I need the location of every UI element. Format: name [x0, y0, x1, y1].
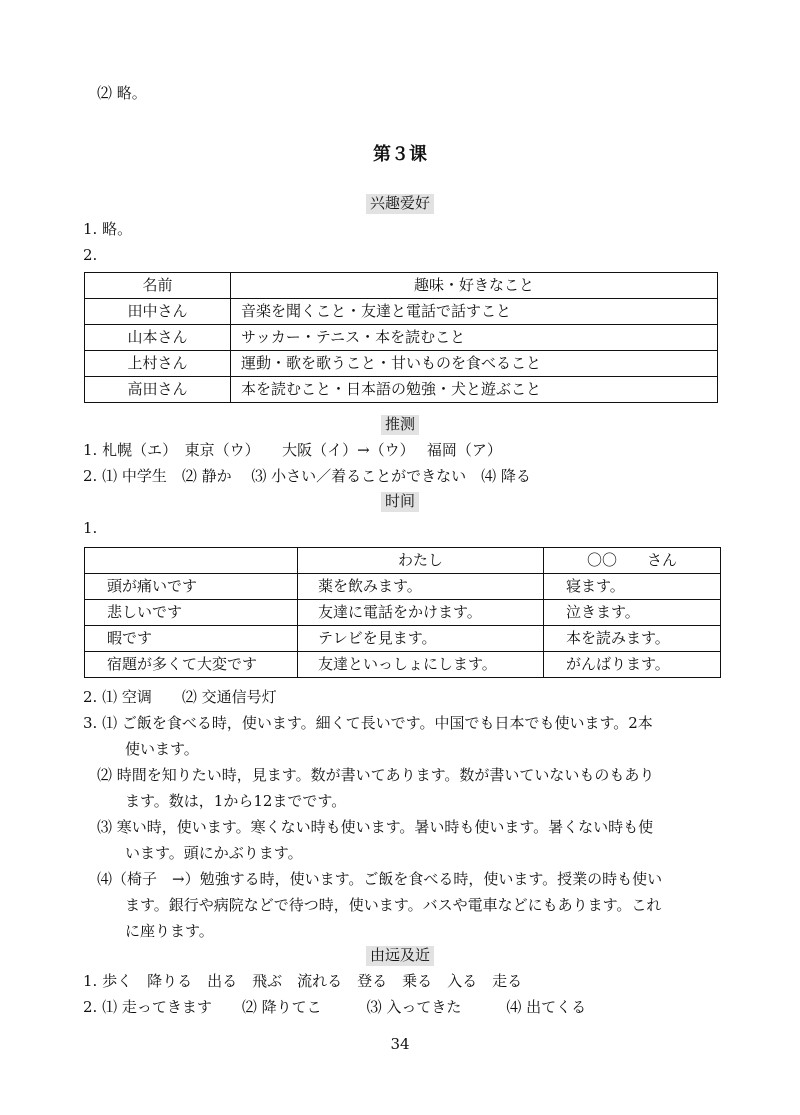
sec1-item2: 2.	[83, 246, 98, 264]
sec3-item3-line: ⑷（椅子 →）勉強する時，使います。ご飯を食べる時，使います。授業の時も使い	[97, 870, 663, 888]
table-cell: 本を読みます。	[544, 626, 721, 652]
table-cell: 寝ます。	[544, 574, 721, 600]
table-cell: 音楽を聞くこと・友達と電話で話すこと	[231, 299, 718, 325]
section-heading-inference	[0, 415, 800, 435]
table-header-cell: 〇〇 さん	[544, 548, 721, 574]
sec3-item3-line: 使います。	[125, 740, 199, 758]
table-header-row	[85, 273, 718, 299]
section-heading-text: 时间	[381, 492, 419, 512]
table-cell: 頭が痛いです	[85, 574, 298, 600]
time-table	[84, 547, 721, 678]
section-heading-text: 兴趣爱好	[366, 194, 434, 214]
table-cell: 田中さん	[85, 299, 231, 325]
table-cell: 薬を飲みます。	[298, 574, 544, 600]
table-cell: 宿題が多くて大変です	[85, 652, 298, 678]
sec3-item3-line: います。頭にかぶります。	[125, 844, 303, 862]
section-heading-interests	[0, 194, 800, 214]
table-row	[85, 626, 721, 652]
table-cell: 泣きます。	[544, 600, 721, 626]
table-cell: 山本さん	[85, 325, 231, 351]
section-heading-time	[0, 492, 800, 512]
sec1-item1: 1. 略。	[83, 220, 133, 238]
table-cell: 友達といっしょにします。	[298, 652, 544, 678]
table-cell: 高田さん	[85, 377, 231, 403]
table-row	[85, 652, 721, 678]
page-number: 34	[390, 1035, 410, 1053]
section-heading-approach	[0, 946, 800, 966]
table-cell: サッカー・テニス・本を読むこと	[231, 325, 718, 351]
lesson-title: 第３课	[373, 144, 427, 165]
table-cell: テレビを見ます。	[298, 626, 544, 652]
table-header-cell: 名前	[85, 273, 231, 299]
table-row	[85, 299, 718, 325]
table-row	[85, 574, 721, 600]
table-cell: 暇です	[85, 626, 298, 652]
table-row	[85, 325, 718, 351]
sec3-item3-line: ⑶ 寒い時，使います。寒くない時も使います。暑い時も使います。暑くない時も使	[97, 818, 654, 836]
sec3-item3-line: ます。数は，1から12までです。	[125, 792, 347, 810]
table-header-cell: 趣味・好きなこと	[231, 273, 718, 299]
sec3-item3-line: 3. ⑴ ご飯を食べる時，使います。細くて長いです。中国でも日本でも使います。2本	[83, 714, 653, 732]
sec3-item1: 1.	[83, 519, 98, 537]
sec3-item3-line: に座ります。	[125, 922, 214, 940]
sec3-item3-line: ⑵ 時間を知りたい時，見ます。数が書いてあります。数が書いていないものもあり	[97, 766, 655, 784]
sec3-item3-line: ます。銀行や病院などで待つ時，使います。バスや電車などにもあります。これ	[125, 896, 662, 914]
table-row	[85, 600, 721, 626]
table-cell: 上村さん	[85, 351, 231, 377]
table-row	[85, 377, 718, 403]
table-cell: 運動・歌を歌うこと・甘いものを食べること	[231, 351, 718, 377]
table-cell: がんばります。	[544, 652, 721, 678]
section-heading-text: 由远及近	[366, 946, 434, 966]
table-cell: 本を読むこと・日本語の勉強・犬と遊ぶこと	[231, 377, 718, 403]
table-header-cell	[85, 548, 298, 574]
sec2-line1: 1. 札幌（エ） 東京（ウ） 大阪（イ）→（ウ） 福岡（ア）	[83, 441, 502, 459]
table-cell: 友達に電話をかけます。	[298, 600, 544, 626]
table-header-cell: わたし	[298, 548, 544, 574]
top-line: ⑵ 略。	[97, 84, 147, 102]
sec3-item2: 2. ⑴ 空调 ⑵ 交通信号灯	[83, 688, 277, 706]
table-header-row	[85, 548, 721, 574]
table-row	[85, 351, 718, 377]
sec4-line1: 1. 歩く 降りる 出る 飛ぶ 流れる 登る 乗る 入る 走る	[83, 972, 523, 990]
section-heading-text: 推测	[381, 415, 419, 435]
hobbies-table	[84, 272, 718, 403]
table-cell: 悲しいです	[85, 600, 298, 626]
sec2-line2: 2. ⑴ 中学生 ⑵ 静か ⑶ 小さい／着ることができない ⑷ 降る	[83, 467, 531, 485]
sec4-line2: 2. ⑴ 走ってきます ⑵ 降りてこ ⑶ 入ってきた ⑷ 出てくる	[83, 998, 587, 1016]
